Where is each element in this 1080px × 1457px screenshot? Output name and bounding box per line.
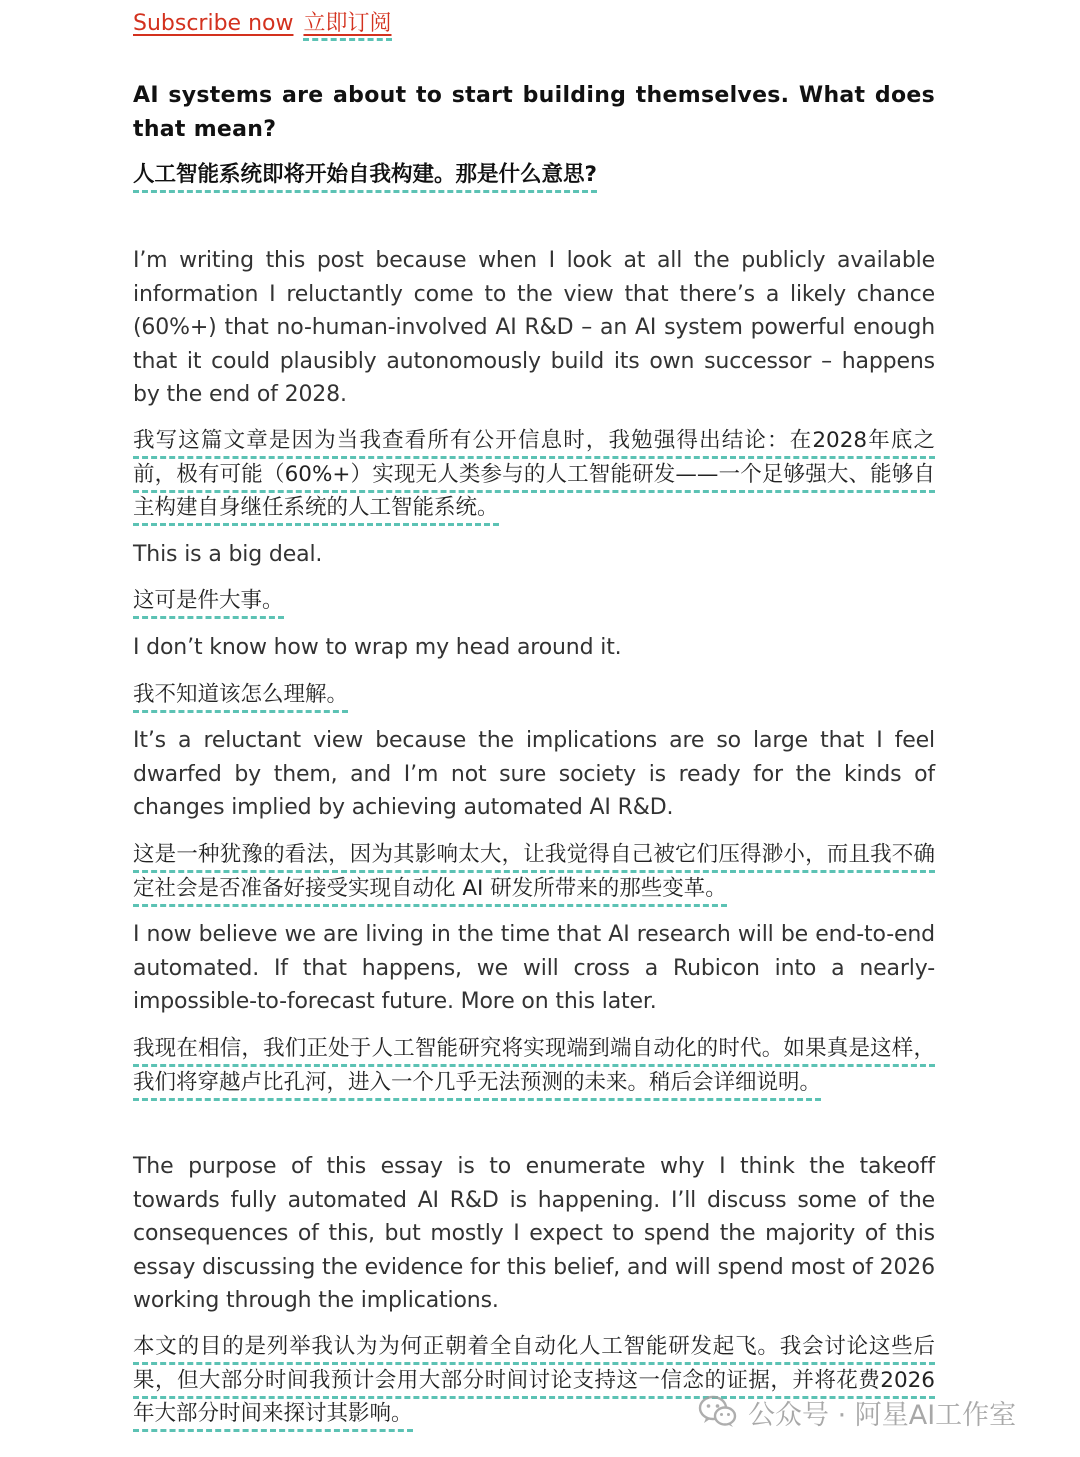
paragraph-zh-5-text: 我现在相信，我们正处于人工智能研究将实现端到端自动化的时代。如果真是这样，我们将穿越卢比孔河，进入一个几乎无法预测的未来。稍后会详细说明。 bbox=[133, 1036, 935, 1101]
subscribe-link[interactable] bbox=[133, 8, 392, 40]
paragraph-zh-2 bbox=[133, 584, 935, 618]
paragraph-zh-2-text: 这可是件大事。 bbox=[133, 588, 284, 619]
paragraph-zh-4 bbox=[133, 838, 935, 905]
paragraph-zh-1 bbox=[133, 424, 935, 525]
paragraph-en-3: I don’t know how to wrap my head around it. bbox=[133, 635, 622, 660]
watermark-text: 公众号 · 阿星AI工作室 bbox=[748, 1399, 1017, 1431]
watermark bbox=[698, 1392, 1016, 1432]
paragraph-zh-3-text: 我不知道该怎么理解。 bbox=[133, 682, 348, 713]
paragraph-en-6: The purpose of this essay is to enumerate why I think the takeoff towards fully automated AI R&D is happening. I’ll discuss some of the consequences of this, but mostly I expect to spend the majority of this essay discussing the evidence for this belief, and will spend most of 2026 working through the implications. bbox=[133, 1154, 935, 1314]
paragraph-zh-5 bbox=[133, 1032, 935, 1099]
heading-zh-text: 人工智能系统即将开始自我构建。那是什么意思? bbox=[133, 162, 597, 193]
paragraph-en-4: It’s a reluctant view because the implications are so large that I feel dwarfed by them, and I’m not sure society is ready for the kinds of changes implied by achieving automated AI R&D. bbox=[133, 728, 935, 821]
paragraph-en-5: I now believe we are living in the time that AI research will be end-to-end automated. If that happens, we will cross a Rubicon into a nearly-impossible-to-forecast future. More on this later. bbox=[133, 922, 935, 1015]
wechat-icon bbox=[698, 1395, 738, 1429]
heading-en: AI systems are about to start building themselves. What does that mean? bbox=[133, 83, 935, 142]
subscribe-label-en[interactable]: Subscribe now bbox=[133, 11, 294, 36]
paragraph-en-2: This is a big deal. bbox=[133, 542, 323, 567]
paragraph-zh-3 bbox=[133, 678, 935, 712]
paragraph-zh-6-text: 本文的目的是列举我认为为何正朝着全自动化人工智能研发起飞。我会讨论这些后果，但大部分时间我预计会用大部分时间讨论支持这一信念的证据，并将花费2026年大部分时间来探讨其影响。 bbox=[133, 1334, 935, 1432]
subscribe-label-zh[interactable]: 立即订阅 bbox=[303, 11, 391, 41]
paragraph-zh-4-text: 这是一种犹豫的看法，因为其影响太大，让我觉得自己被它们压得渺小，而且我不确定社会是否准备好接受实现自动化 AI 研发所带来的那些变革。 bbox=[133, 842, 935, 907]
paragraph-en-1: I’m writing this post because when I look at all the publicly available information I reluctantly come to the view that there’s a likely chance (60%+) that no-human-involved AI R&D – an AI system powerful enough that it could plausibly autonomously build its own successor – happens by the end of 2028. bbox=[133, 248, 935, 408]
heading-zh bbox=[133, 158, 935, 192]
paragraph-zh-1-text: 我写这篇文章是因为当我查看所有公开信息时，我勉强得出结论：在2028年底之前，极有可能（60%+）实现无人类参与的人工智能研发——一个足够强大、能够自主构建自身继任系统的人工智能系统。 bbox=[133, 428, 935, 526]
